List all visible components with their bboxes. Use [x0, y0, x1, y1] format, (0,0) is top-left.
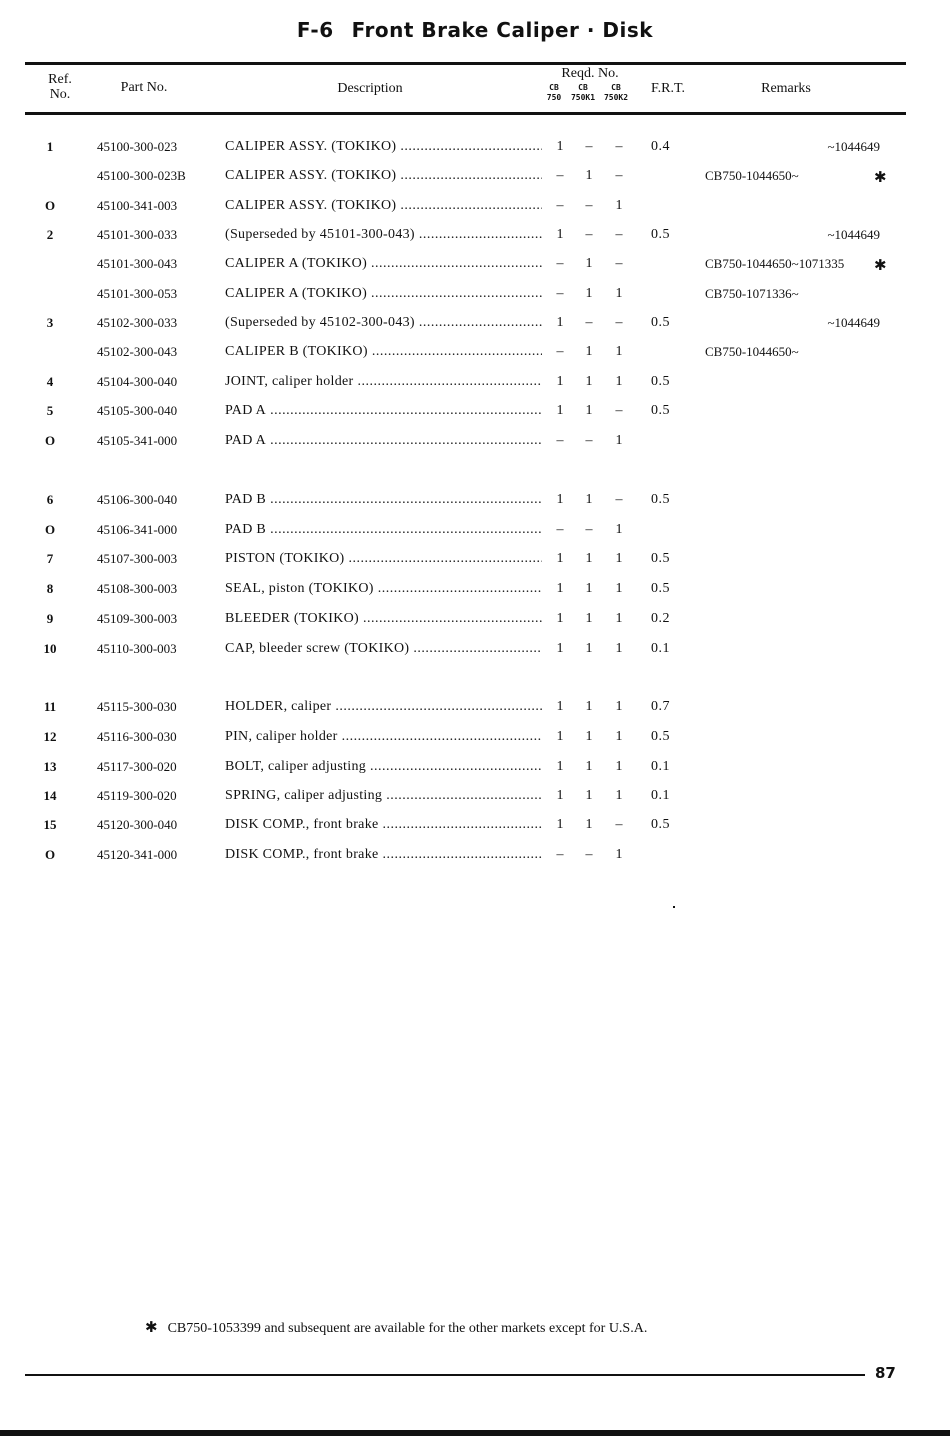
qty-cb750k1-cell: 1	[585, 403, 593, 418]
qty-cb750k2-cell: 1	[615, 522, 623, 537]
qty-cb750-cell: 1	[556, 729, 564, 744]
qty-cb750k1-cell: 1	[585, 344, 593, 359]
qty-cb750k2-cell: 1	[615, 847, 623, 862]
asterisk-icon: ✱	[874, 170, 887, 186]
model-1-top: CB	[549, 83, 559, 92]
qty-cb750k1-cell: 1	[585, 641, 593, 656]
ref-cell: O	[44, 433, 56, 448]
frt-cell: 0.5	[651, 581, 670, 596]
qty-cb750-cell: –	[556, 522, 564, 537]
qty-cb750-cell: 1	[556, 139, 564, 154]
description-cell: SPRING, caliper adjusting .....	[225, 788, 542, 804]
table-row	[0, 256, 950, 278]
header-ref	[38, 72, 82, 102]
header-model-3	[600, 83, 632, 103]
part-number-cell: 45101-300-033	[97, 227, 178, 242]
header-remarks: Remarks	[761, 81, 811, 96]
table-row	[0, 286, 950, 308]
remarks-cell: CB750-1044650~	[705, 168, 799, 183]
model-1-bottom: 750	[546, 93, 562, 102]
ref-cell: O	[44, 198, 56, 213]
table-row	[0, 581, 950, 603]
qty-cb750k1-cell: 1	[585, 256, 593, 271]
qty-cb750k1-cell: 1	[585, 699, 593, 714]
ref-cell: 2	[46, 227, 54, 242]
part-number-cell: 45109-300-003	[97, 611, 178, 626]
qty-cb750k1-cell: 1	[585, 551, 593, 566]
ref-cell: 13	[43, 759, 57, 774]
asterisk-icon: ✱	[874, 258, 887, 274]
qty-cb750-cell: –	[556, 847, 564, 862]
frt-cell: 0.5	[651, 492, 670, 507]
model-3-top: CB	[611, 83, 621, 92]
description-cell: PAD A .....	[225, 433, 542, 449]
qty-cb750-cell: 1	[556, 788, 564, 803]
part-number-cell: 45104-300-040	[97, 374, 178, 389]
frt-cell: 0.4	[651, 139, 670, 154]
qty-cb750-cell: 1	[556, 699, 564, 714]
header-ref-label: Ref.	[48, 72, 72, 87]
header-model-1	[543, 83, 565, 103]
model-2-top: CB	[578, 83, 588, 92]
header-no-label: No.	[49, 87, 71, 102]
frt-cell: 0.5	[651, 374, 670, 389]
footer-rule	[25, 1374, 865, 1376]
qty-cb750k1-cell: –	[585, 847, 593, 862]
description-cell: (Superseded by 45102-300-043) .....	[225, 315, 542, 331]
header-reqd-no: Reqd. No.	[561, 66, 619, 81]
ref-cell: 5	[46, 403, 54, 418]
description-cell: BOLT, caliper adjusting .....	[225, 759, 542, 775]
remarks-cell: CB750-1044650~1071335	[705, 256, 845, 271]
frt-cell: 0.5	[651, 551, 670, 566]
qty-cb750k2-cell: –	[615, 168, 623, 183]
qty-cb750k1-cell: –	[585, 433, 593, 448]
qty-cb750-cell: 1	[556, 581, 564, 596]
section-name: Front Brake Caliper · Disk	[351, 18, 654, 42]
qty-cb750k2-cell: 1	[615, 286, 623, 301]
part-number-cell: 45100-300-023	[97, 139, 178, 154]
frt-cell: 0.5	[651, 403, 670, 418]
footnote	[145, 1318, 647, 1337]
frt-cell: 0.5	[651, 817, 670, 832]
qty-cb750k1-cell: 1	[585, 788, 593, 803]
part-number-cell: 45106-300-040	[97, 492, 178, 507]
part-number-cell: 45110-300-003	[97, 641, 177, 656]
ref-cell: 8	[46, 581, 54, 596]
description-cell: BLEEDER (TOKIKO) .....	[225, 611, 542, 627]
remarks-cell: ~1044649	[827, 139, 880, 154]
part-number-cell: 45117-300-020	[97, 759, 177, 774]
footnote-text: CB750-1053399 and subsequent are available for the other markets except for U.S.A.	[167, 1321, 648, 1336]
ref-cell: 14	[43, 788, 57, 803]
qty-cb750k2-cell: –	[615, 315, 623, 330]
ref-cell: 6	[46, 492, 54, 507]
qty-cb750k2-cell: –	[615, 492, 623, 507]
part-number-cell: 45102-300-033	[97, 315, 178, 330]
page-bottom-edge	[0, 1430, 950, 1436]
qty-cb750k2-cell: –	[615, 139, 623, 154]
frt-cell: 0.1	[651, 788, 670, 803]
description-cell: PISTON (TOKIKO) .....	[225, 551, 542, 567]
header-part-no: Part No.	[120, 80, 168, 95]
ref-cell: 11	[43, 699, 57, 714]
qty-cb750k2-cell: 1	[615, 759, 623, 774]
qty-cb750-cell: –	[556, 286, 564, 301]
description-cell: PAD B .....	[225, 522, 542, 538]
qty-cb750-cell: 1	[556, 611, 564, 626]
qty-cb750k1-cell: 1	[585, 374, 593, 389]
qty-cb750-cell: 1	[556, 759, 564, 774]
header-bottom-rule	[25, 112, 906, 115]
qty-cb750k2-cell: 1	[615, 699, 623, 714]
qty-cb750k2-cell: –	[615, 227, 623, 242]
qty-cb750-cell: 1	[556, 641, 564, 656]
description-cell: CALIPER ASSY. (TOKIKO) .....	[225, 198, 542, 214]
ref-cell: 15	[43, 817, 57, 832]
qty-cb750k2-cell: 1	[615, 641, 623, 656]
frt-cell: 0.2	[651, 611, 670, 626]
part-number-cell: 45120-341-000	[97, 847, 178, 862]
qty-cb750-cell: 1	[556, 817, 564, 832]
qty-cb750k1-cell: 1	[585, 168, 593, 183]
ref-cell: 1	[46, 139, 54, 154]
qty-cb750k1-cell: –	[585, 522, 593, 537]
model-2-bottom: 750K1	[570, 93, 596, 102]
description-cell: CALIPER ASSY. (TOKIKO) .....	[225, 139, 542, 155]
description-cell: HOLDER, caliper .....	[225, 699, 542, 715]
part-number-cell: 45105-300-040	[97, 403, 178, 418]
part-number-cell: 45108-300-003	[97, 581, 178, 596]
part-number-cell: 45100-341-003	[97, 198, 178, 213]
qty-cb750k2-cell: 1	[615, 198, 623, 213]
ref-cell: 4	[46, 374, 54, 389]
ref-cell: 3	[46, 315, 54, 330]
qty-cb750k1-cell: 1	[585, 817, 593, 832]
qty-cb750k1-cell: –	[585, 315, 593, 330]
remarks-cell: CB750-1044650~	[705, 344, 799, 359]
description-cell: CALIPER A (TOKIKO) .....	[225, 256, 542, 272]
qty-cb750k1-cell: 1	[585, 492, 593, 507]
table-row	[0, 788, 950, 810]
table-row	[0, 374, 950, 396]
qty-cb750k2-cell: –	[615, 256, 623, 271]
table-row	[0, 641, 950, 663]
description-cell: PIN, caliper holder .....	[225, 729, 542, 745]
table-row	[0, 433, 950, 455]
frt-cell: 0.5	[651, 315, 670, 330]
ref-cell: 9	[46, 611, 54, 626]
table-row	[0, 729, 950, 751]
remarks-cell: ~1044649	[827, 315, 880, 330]
table-row	[0, 759, 950, 781]
table-row	[0, 403, 950, 425]
qty-cb750k2-cell: 1	[615, 788, 623, 803]
part-number-cell: 45119-300-020	[97, 788, 177, 803]
description-cell: DISK COMP., front brake .....	[225, 817, 542, 833]
qty-cb750-cell: 1	[556, 227, 564, 242]
header-top-rule	[25, 62, 906, 65]
table-row	[0, 227, 950, 249]
part-number-cell: 45102-300-043	[97, 344, 178, 359]
part-number-cell: 45100-300-023B	[97, 168, 186, 183]
qty-cb750k2-cell: 1	[615, 433, 623, 448]
table-row	[0, 551, 950, 573]
qty-cb750-cell: 1	[556, 403, 564, 418]
qty-cb750k1-cell: –	[585, 198, 593, 213]
table-row	[0, 847, 950, 869]
part-number-cell: 45101-300-053	[97, 286, 178, 301]
table-row	[0, 522, 950, 544]
table-row	[0, 611, 950, 633]
part-number-cell: 45106-341-000	[97, 522, 178, 537]
table-row	[0, 315, 950, 337]
qty-cb750k1-cell: 1	[585, 729, 593, 744]
qty-cb750k1-cell: 1	[585, 286, 593, 301]
header-frt: F.R.T.	[650, 81, 685, 96]
page-number: 87	[875, 1364, 896, 1382]
qty-cb750-cell: –	[556, 168, 564, 183]
description-cell: PAD A .....	[225, 403, 542, 419]
qty-cb750-cell: –	[556, 344, 564, 359]
part-number-cell: 45120-300-040	[97, 817, 178, 832]
description-cell: PAD B .....	[225, 492, 542, 508]
qty-cb750k2-cell: 1	[615, 551, 623, 566]
qty-cb750k1-cell: –	[585, 227, 593, 242]
qty-cb750-cell: –	[556, 198, 564, 213]
page-title	[0, 18, 950, 42]
frt-cell: 0.5	[651, 227, 670, 242]
frt-cell: 0.7	[651, 699, 670, 714]
description-cell: CALIPER A (TOKIKO) .....	[225, 286, 542, 302]
ref-cell: 7	[46, 551, 54, 566]
qty-cb750-cell: 1	[556, 551, 564, 566]
qty-cb750k1-cell: 1	[585, 611, 593, 626]
description-cell: DISK COMP., front brake .....	[225, 847, 542, 863]
frt-cell: 0.1	[651, 759, 670, 774]
model-3-bottom: 750K2	[603, 93, 629, 102]
ref-cell: 10	[43, 641, 57, 656]
remarks-cell: CB750-1071336~	[705, 286, 799, 301]
qty-cb750k1-cell: 1	[585, 581, 593, 596]
ref-cell: O	[44, 847, 56, 862]
qty-cb750k2-cell: 1	[615, 374, 623, 389]
description-cell: JOINT, caliper holder .....	[225, 374, 542, 390]
description-cell: SEAL, piston (TOKIKO) .....	[225, 581, 542, 597]
description-cell: (Superseded by 45101-300-043) .....	[225, 227, 542, 243]
qty-cb750k2-cell: 1	[615, 611, 623, 626]
header-model-2	[567, 83, 599, 103]
remarks-cell: ~1044649	[827, 227, 880, 242]
table-row	[0, 817, 950, 839]
part-number-cell: 45105-341-000	[97, 433, 178, 448]
qty-cb750k2-cell: –	[615, 817, 623, 832]
part-number-cell: 45107-300-003	[97, 551, 178, 566]
qty-cb750-cell: 1	[556, 315, 564, 330]
qty-cb750-cell: –	[556, 433, 564, 448]
stray-dot	[673, 906, 675, 908]
ref-cell: 12	[43, 729, 57, 744]
qty-cb750-cell: 1	[556, 374, 564, 389]
table-row	[0, 492, 950, 514]
asterisk-icon: ✱	[145, 1320, 158, 1336]
qty-cb750k2-cell: 1	[615, 729, 623, 744]
section-code: F-6	[296, 18, 334, 42]
description-cell: CALIPER ASSY. (TOKIKO) .....	[225, 168, 542, 184]
table-row	[0, 139, 950, 161]
part-number-cell: 45101-300-043	[97, 256, 178, 271]
description-cell: CALIPER B (TOKIKO) .....	[225, 344, 542, 360]
qty-cb750k2-cell: 1	[615, 344, 623, 359]
table-row	[0, 344, 950, 366]
header-description: Description	[337, 81, 403, 96]
qty-cb750k2-cell: –	[615, 403, 623, 418]
qty-cb750-cell: 1	[556, 492, 564, 507]
qty-cb750-cell: –	[556, 256, 564, 271]
ref-cell: O	[44, 522, 56, 537]
table-row	[0, 168, 950, 190]
qty-cb750k2-cell: 1	[615, 581, 623, 596]
part-number-cell: 45116-300-030	[97, 729, 177, 744]
description-cell: CAP, bleeder screw (TOKIKO) .....	[225, 641, 542, 657]
table-row	[0, 198, 950, 220]
qty-cb750k1-cell: 1	[585, 759, 593, 774]
frt-cell: 0.5	[651, 729, 670, 744]
qty-cb750k1-cell: –	[585, 139, 593, 154]
table-row	[0, 699, 950, 721]
part-number-cell: 45115-300-030	[97, 699, 177, 714]
frt-cell: 0.1	[651, 641, 670, 656]
